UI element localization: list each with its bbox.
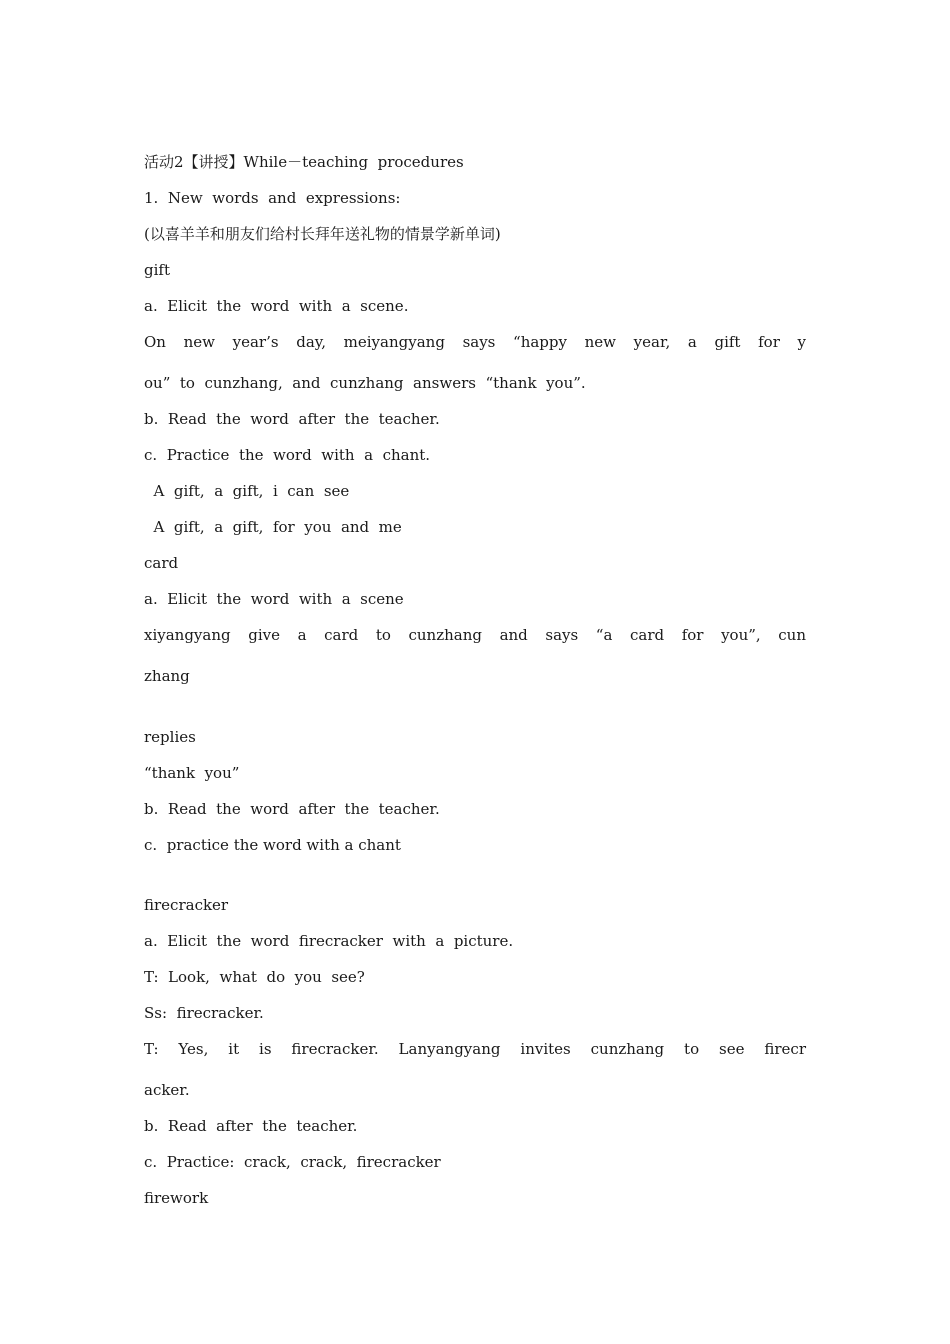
step-line: c. Practice the word with a chant. xyxy=(144,446,431,464)
step-line: a. Elicit the word with a scene xyxy=(144,590,404,608)
step-line: a. Elicit the word with a scene. xyxy=(144,297,409,315)
paragraph-line: replies xyxy=(144,728,196,746)
step-line: b. Read the word after the teacher. xyxy=(144,410,440,428)
word-heading-card: card xyxy=(144,554,179,572)
paragraph-line: “thank you” xyxy=(144,764,240,782)
dialogue-line: T: Yes, it is firecracker. Lanyangyang invites cunzhang to see firecr xyxy=(144,1040,806,1058)
context-note: (以喜羊羊和朋友们给村长拜年送礼物的情景学新单词) xyxy=(144,225,501,243)
dialogue-line: T: Look, what do you see? xyxy=(144,968,365,986)
step-line: c. Practice: crack, crack, firecracker xyxy=(144,1153,441,1171)
section-heading: 1. New words and expressions: xyxy=(144,189,401,207)
step-line: c. practice the word with a chant xyxy=(144,836,401,854)
word-heading-firecracker: firecracker xyxy=(144,896,229,914)
paragraph-line: zhang xyxy=(144,667,190,685)
step-line: b. Read the word after the teacher. xyxy=(144,800,440,818)
activity-heading: 活动2【讲授】While－teaching procedures xyxy=(144,153,464,171)
word-heading-gift: gift xyxy=(144,261,170,279)
paragraph-line: xiyangyang give a card to cunzhang and says “a card for you”, cun xyxy=(144,626,806,644)
step-line: a. Elicit the word firecracker with a picture. xyxy=(144,932,514,950)
step-line: b. Read after the teacher. xyxy=(144,1117,358,1135)
dialogue-line: acker. xyxy=(144,1081,190,1099)
chant-line: A gift, a gift, for you and me xyxy=(144,518,402,536)
dialogue-line: Ss: firecracker. xyxy=(144,1004,264,1022)
paragraph-line: On new year’s day, meiyangyang says “happy new year, a gift for y xyxy=(144,333,806,351)
paragraph-line: ou” to cunzhang, and cunzhang answers “thank you”. xyxy=(144,374,586,392)
word-heading-firework: firework xyxy=(144,1189,209,1207)
chant-line: A gift, a gift, i can see xyxy=(144,482,350,500)
